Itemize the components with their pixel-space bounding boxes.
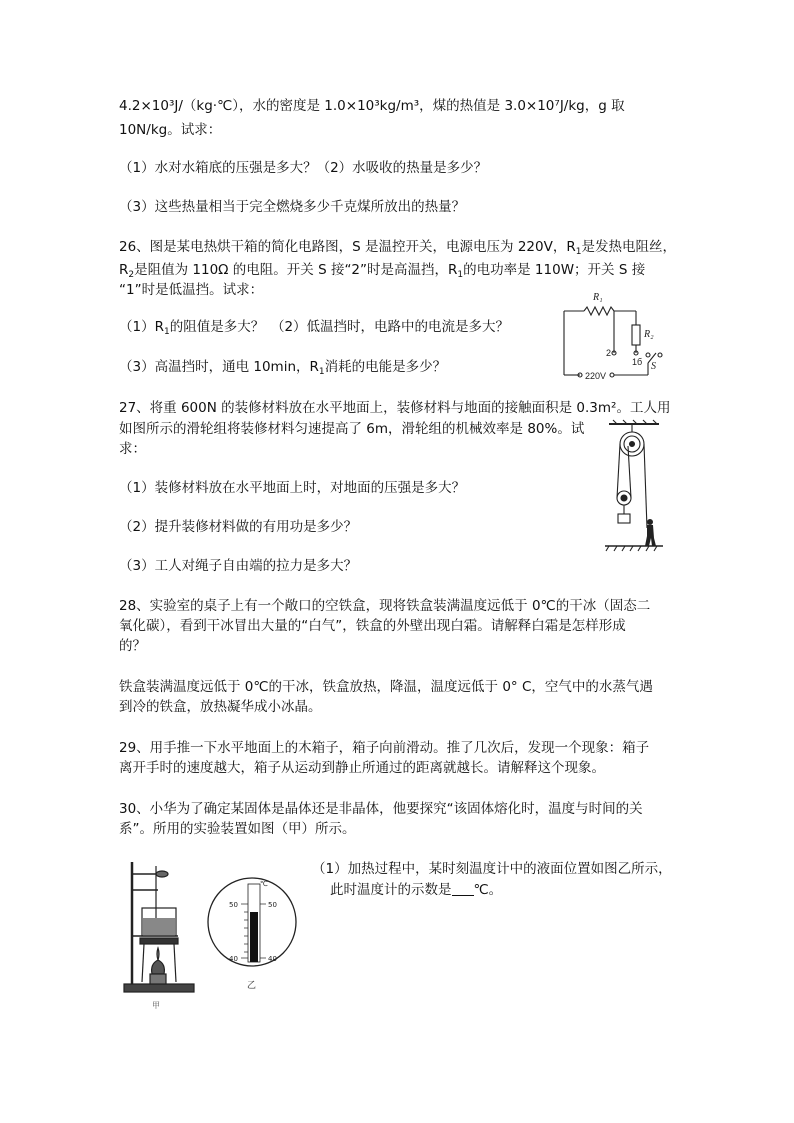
apparatus-figure-jia bbox=[120, 856, 198, 1014]
tick-50-left: 50 bbox=[229, 901, 238, 909]
r1-subscript: 1 bbox=[318, 367, 325, 377]
q25-line2: 10N/kg。试求： bbox=[119, 122, 222, 138]
q26-sub1b: 的阻值是多大？ （2）低温挡时，电路中的电流是多大？ bbox=[169, 319, 510, 335]
q26-sub3a: （3）高温挡时，通电 10min，R bbox=[119, 359, 319, 375]
circuit-diagram bbox=[556, 283, 674, 383]
label-terminal-1: 1б bbox=[632, 357, 643, 367]
q25-sub1: （1）水对水箱底的压强是多大？（2）水吸收的热量是多少？ bbox=[119, 160, 488, 176]
pulley-figure bbox=[603, 418, 665, 563]
q26-line1a: 26、图是某电热烘干箱的简化电路图，S 是温控开关，电源电压为 220V，R bbox=[119, 239, 576, 255]
label-voltage: 220V bbox=[585, 371, 607, 381]
q28-line2: 氧化碳），看到干冰冒出大量的“白气”，铁盒的外壁出现白霜。请解释白霜是怎样形成 bbox=[119, 618, 626, 634]
thermometer-figure-yi bbox=[206, 876, 298, 994]
q30-line1: 30、小华为了确定某固体是晶体还是非晶体，他要探究“该固体熔化时，温度与时间的关 bbox=[119, 801, 643, 817]
label-yi: 乙 bbox=[247, 981, 257, 991]
q26-line2b: 是阻值为 110Ω 的电阻。开关 S 接“2”时是高温挡，R bbox=[134, 262, 458, 278]
q28-answer-line1: 铁盒装满温度远低于 0℃的干冰，铁盒放热，降温，温度远低于 0° C，空气中的水蒸气遇 bbox=[119, 679, 653, 695]
q25-sub3: （3）这些热量相当于完全燃烧多少千克煤所放出的热量？ bbox=[119, 199, 466, 215]
answer-blank[interactable] bbox=[452, 882, 474, 896]
q29-line1: 29、用手推一下水平地面上的木箱子，箱子向前滑动。推了几次后，发现一个现象：箱子 bbox=[119, 740, 650, 756]
q26-sub1a: （1）R bbox=[119, 319, 164, 335]
q30-line2: 系”。所用的实验装置如图（甲）所示。 bbox=[119, 821, 356, 837]
q30-sub1-line1: （1）加热过程中，某时刻温度计中的液面位置如图乙所示， bbox=[312, 861, 672, 877]
q26-line1 bbox=[119, 238, 676, 261]
q29-line2: 离开手时的速度越大，箱子从运动到静止所通过的距离就越长。请解释这个现象。 bbox=[119, 760, 605, 776]
q26-sub3b: 消耗的电能是多少？ bbox=[324, 359, 447, 375]
q26-line2c: 的电功率是 110W；开关 S 接 bbox=[463, 262, 646, 278]
q28-line3: 的？ bbox=[119, 638, 146, 654]
q30-sub1c: ℃。 bbox=[473, 882, 503, 898]
tick-40-left: 40 bbox=[229, 955, 238, 963]
label-jia: 甲 bbox=[152, 1001, 160, 1010]
label-terminal-2: 2 bbox=[606, 348, 612, 358]
q27-sub3: （3）工人对绳子自由端的拉力是多大？ bbox=[119, 558, 358, 574]
q28-line1: 28、实验室的桌子上有一个敞口的空铁盒，现将铁盒装满温度远低于 0℃的干冰（固态二 bbox=[119, 598, 651, 614]
q27-line1: 27、将重 600N 的装修材料放在水平地面上，装修材料与地面的接触面积是 0.3m²。工人用 bbox=[119, 400, 671, 416]
q28-answer-line2: 到冷的铁盒，放热凝华成小冰晶。 bbox=[119, 699, 322, 715]
label-s: S bbox=[651, 361, 656, 372]
label-r1: R₁ bbox=[593, 292, 603, 303]
r1-subscript: 1 bbox=[457, 270, 464, 280]
label-r2: R₂ bbox=[644, 329, 654, 340]
q27-sub1: （1）装修材料放在水平地面上时，对地面的压强是多大？ bbox=[119, 480, 466, 496]
q26-line3: “1”时是低温挡。试求： bbox=[119, 282, 264, 298]
r1-subscript: 1 bbox=[163, 327, 170, 337]
thermometer-unit: ℃ bbox=[260, 880, 268, 888]
tick-40-right: 40 bbox=[268, 955, 277, 963]
q30-sub1b: 此时温度计的示数是 bbox=[330, 882, 452, 898]
q26-sub3 bbox=[119, 358, 446, 381]
r1-subscript: 1 bbox=[575, 247, 582, 257]
q30-sub1-line2 bbox=[330, 881, 502, 899]
q27-line2: 如图所示的滑轮组将装修材料匀速提高了 6m，滑轮组的机械效率是 80%。试 bbox=[119, 421, 585, 437]
q25-line1: 4.2×10³J/（kg·℃），水的密度是 1.0×10³kg/m³，煤的热值是 3.0×10⁷J/kg，g 取 bbox=[119, 98, 625, 114]
q26-line2a: R bbox=[119, 262, 129, 278]
q26-sub1 bbox=[119, 318, 509, 341]
tick-50-right: 50 bbox=[268, 901, 277, 909]
q26-line1b: 是发热电阻丝， bbox=[581, 239, 676, 255]
q27-line3: 求： bbox=[119, 441, 146, 457]
q27-sub2: （2）提升装修材料做的有用功是多少？ bbox=[119, 519, 358, 535]
r2-subscript: 2 bbox=[128, 270, 135, 280]
